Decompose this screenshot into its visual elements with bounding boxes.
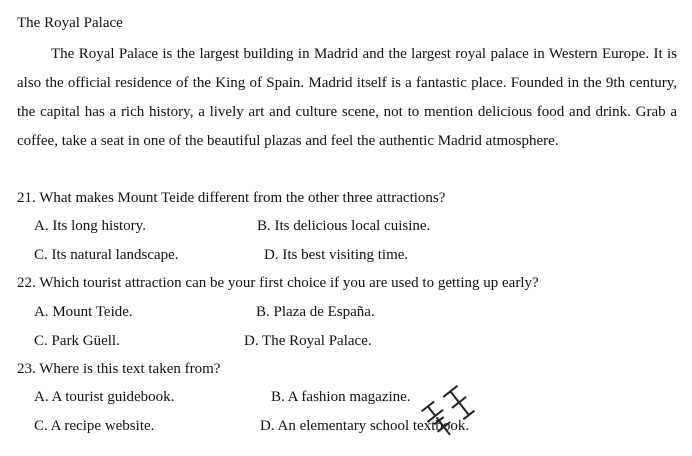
passage-paragraph: The Royal Palace is the largest building in Madrid and the largest royal palace in Western Europe. It is also the official residence of the King of Spain. Madrid itself is a fantastic place. Founded in the 9th century, the capital has a rich history, a lively art and culture scene, not to mention delicious food and drink. Grab a coffee, take a seat in one of the beautiful plazas and feel the authentic Madrid atmosphere. xyxy=(17,46,677,149)
question-21-option-a: A. Its long history. xyxy=(34,218,146,234)
question-21-stem: 21. What makes Mount Teide different from the other three attractions? xyxy=(17,190,446,206)
question-21-option-d: D. Its best visiting time. xyxy=(264,247,409,263)
question-23-option-c: C. A recipe website. xyxy=(34,418,155,434)
question-22-option-b: B. Plaza de España. xyxy=(256,304,375,320)
question-23-option-d: D. An elementary school textbook. xyxy=(260,418,470,434)
watermark-stamp xyxy=(409,372,491,452)
question-22-option-d: D. The Royal Palace. xyxy=(244,333,372,349)
question-22-stem: 22. Which tourist attraction can be your first choice if you are used to getting up early? xyxy=(17,275,539,291)
question-22-option-a: A. Mount Teide. xyxy=(34,304,133,320)
question-23-option-b: B. A fashion magazine. xyxy=(271,389,411,405)
question-23-option-a: A. A tourist guidebook. xyxy=(34,389,175,405)
question-22-option-c: C. Park Güell. xyxy=(34,333,120,349)
question-23-stem: 23. Where is this text taken from? xyxy=(17,361,221,377)
question-21-option-b: B. Its delicious local cuisine. xyxy=(257,218,431,234)
section-title: The Royal Palace xyxy=(17,15,123,31)
question-21-option-c: C. Its natural landscape. xyxy=(34,247,179,263)
